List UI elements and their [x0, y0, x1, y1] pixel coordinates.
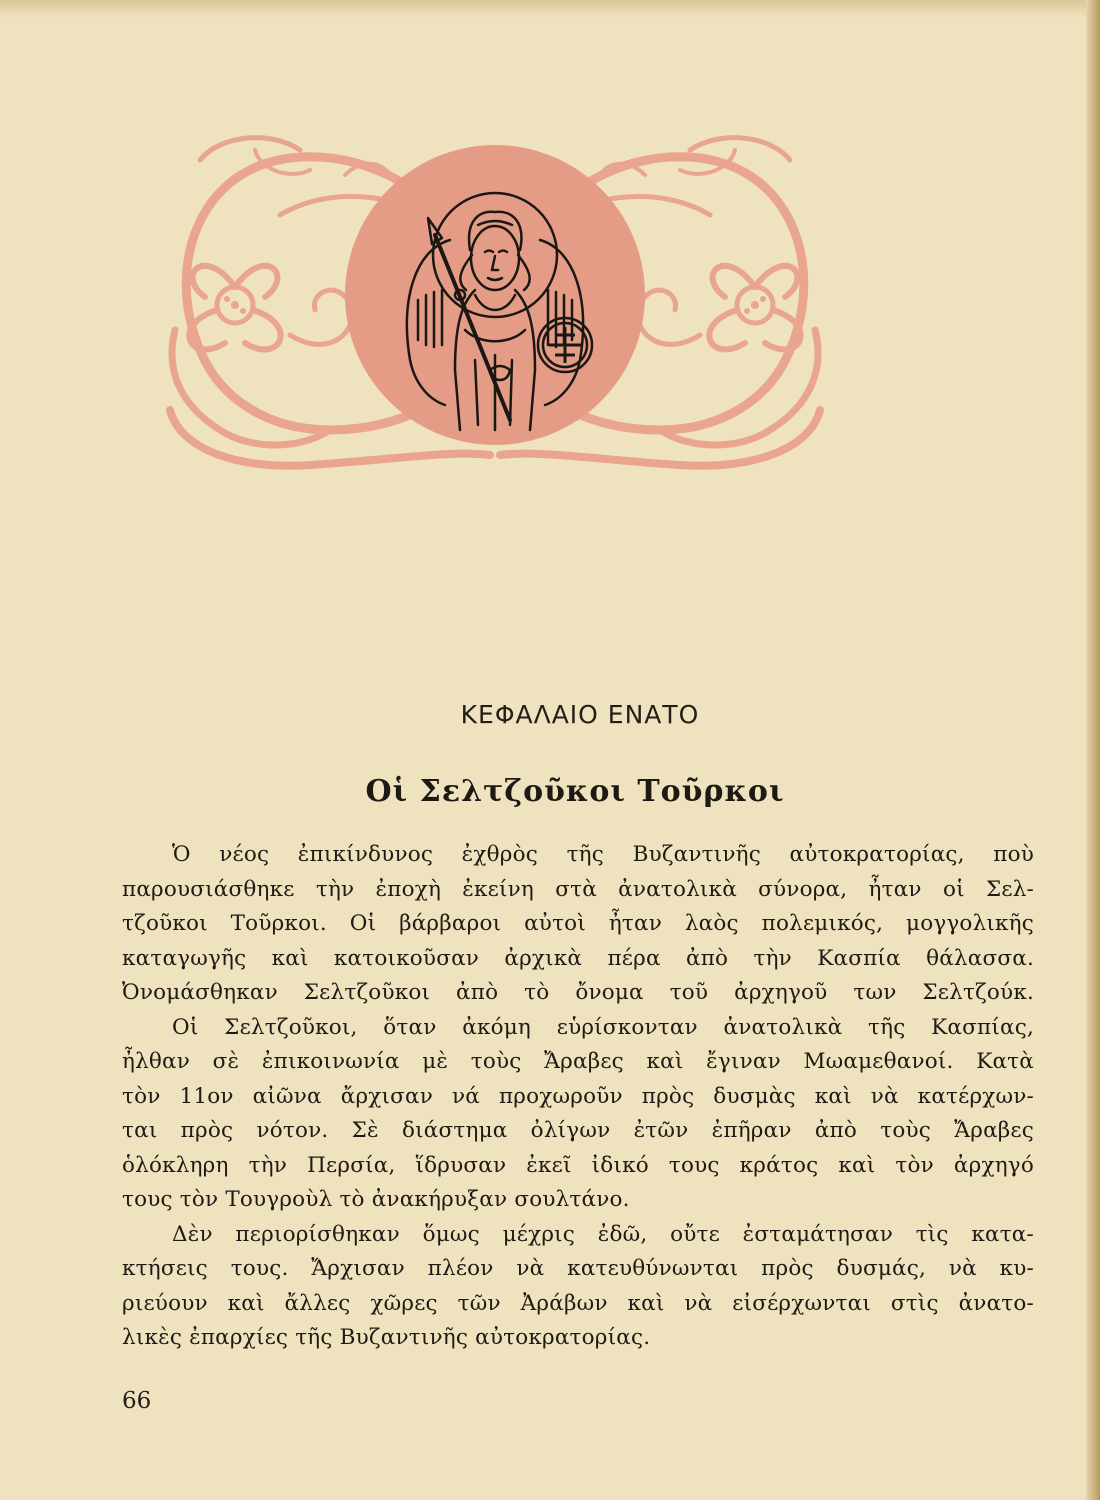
page-number: 66 [122, 1388, 152, 1414]
text-line: Οἱ Σελτζοῦκοι, ὅταν ἀκόμη εὑρίσκονταν ἀνατολικὰ τῆς Κασπίας, [172, 1014, 1034, 1040]
paragraph [122, 1218, 1034, 1356]
text-line: τους τὸν Τουγροὺλ τὸ ἀνακήρυξαν σουλτάνο. [122, 1187, 630, 1212]
text-line: ται πρὸς νότον. Σὲ διάστημα ὀλίγων ἐτῶν ἐπῆραν ἀπὸ τοὺς Ἄραβες [122, 1118, 1034, 1143]
paragraph [122, 1011, 1034, 1218]
page-top-shadow [0, 0, 1100, 18]
text-line: κτήσεις τους. Ἄρχισαν πλέον νὰ κατευθύνωνται πρὸς δυσμάς, νὰ κυ- [122, 1256, 1034, 1281]
text-line: παρουσιάσθηκε τὴν ἐποχὴ ἐκείνη στὰ ἀνατολικὰ σύνορα, ἦταν οἱ Σελ- [122, 876, 1034, 902]
archangel-medallion-icon [345, 145, 645, 445]
paragraph [122, 838, 1034, 1011]
page-edge [1086, 0, 1100, 1500]
body-text [122, 838, 1034, 1356]
header-ornament [160, 130, 830, 480]
text-line: ριεύουν καὶ ἄλλες χῶρες τῶν Ἀράβων καὶ νὰ εἰσέρχωνται στὶς ἀνατο- [122, 1290, 1034, 1316]
text-line: Ὀνομάσθηκαν Σελτζοῦκοι ἀπὸ τὸ ὄνομα τοῦ ἀρχηγοῦ των Σελτζούκ. [122, 980, 1034, 1005]
text-line: καταγωγῆς καὶ κατοικοῦσαν ἀρχικὰ πέρα ἀπὸ τὴν Κασπία θάλασσα. [122, 945, 1034, 971]
text-line: ἦλθαν σὲ ἐπικοινωνία μὲ τοὺς Ἄραβες καὶ ἔγιναν Μωαμεθανοί. Κατὰ [122, 1049, 1034, 1074]
text-line: Δὲν περιορίσθηκαν ὅμως μέχρις ἐδῶ, οὔτε ἐσταμάτησαν τὶς κατα- [172, 1221, 1034, 1247]
chapter-label: ΚΕΦΑΛΑΙΟ ΕΝΑΤΟ [460, 700, 700, 729]
text-line: ὁλόκληρη τὴν Περσία, ἵδρυσαν ἐκεῖ ἰδικό τους κράτος καὶ τὸν ἀρχηγό [122, 1152, 1034, 1178]
text-line: τὸν 11ον αἰῶνα ἄρχισαν νά προχωροῦν πρὸς δυσμὰς καὶ νὰ κατέρχων- [122, 1083, 1034, 1109]
text-line: τζοῦκοι Τοῦρκοι. Οἱ βάρβαροι αὐτοὶ ἦταν λαὸς πολεμικός, μογγολικῆς [122, 911, 1034, 936]
text-line: Ὁ νέος ἐπικίνδυνος ἐχθρὸς τῆς Βυζαντινῆς αὐτοκρατορίας, ποὺ [172, 842, 1034, 867]
chapter-title: Οἱ Σελτζοῦκοι Τοῦρκοι [365, 774, 785, 809]
text-line: λικὲς ἐπαρχίες τῆς Βυζαντινῆς αὐτοκρατορίας. [122, 1325, 651, 1350]
